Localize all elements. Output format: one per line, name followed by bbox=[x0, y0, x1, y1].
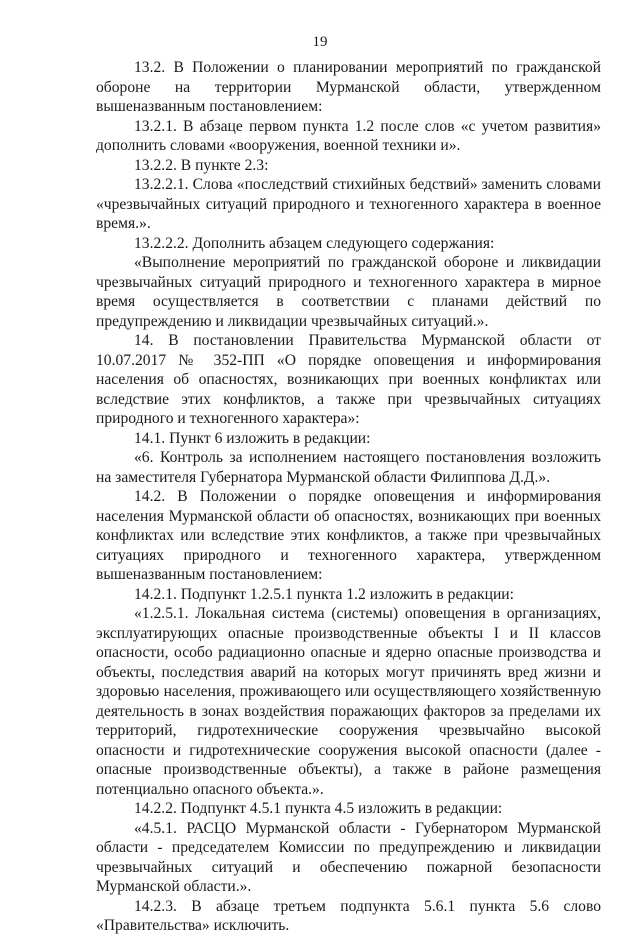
paragraph-14: 14. В постановлении Правительства Мурманской области от 10.07.2017 № 352-ПП «О порядке оповещения и информирования населения об опасностях, возникающих при военных конфликтах или вследствие этих конфликтов, а также при чрезвычайных ситуациях природного и техногенного характера»: bbox=[96, 332, 601, 427]
document-body bbox=[96, 58, 601, 936]
paragraph-13-2: 13.2. В Положении о планировании мероприятий по гражданской обороне на территории Мурманской области, утвержденном вышеназванным постановлением: bbox=[96, 59, 601, 115]
paragraph-14-1: 14.1. Пункт 6 изложить в редакции: bbox=[134, 429, 371, 447]
paragraph-quoted-4-5-1: «4.5.1. РАСЦО Мурманской области - Губернатором Мурманской области - председателем Комиссии по предупреждению и ликвидации чрезвычайных ситуаций и обеспечению пожарной безопасности Мурманской области.». bbox=[96, 819, 601, 895]
paragraph-13-2-1: 13.2.1. В абзаце первом пункта 1.2 после слов «с учетом развития» дополнить словами «вооружения, военной техники и». bbox=[96, 117, 601, 154]
paragraph-14-2: 14.2. В Положении о порядке оповещения и информирования населения Мурманской области об опасностях, возникающих при военных конфликтах или вследствие этих конфликтов, а также при чрезвычайных ситуациях природного и техногенного характера, утвержденном вышеназванным постановлением: bbox=[96, 488, 601, 583]
paragraph-13-2-2-2: 13.2.2.2. Дополнить абзацем следующего содержания: bbox=[134, 234, 495, 252]
paragraph-quoted-1-2-5-1: «1.2.5.1. Локальная система (системы) оповещения в организациях, эксплуатирующих опасные производственные объекты I и II классов опасности, особо радиационно опасные и ядерно опасные производства и объекты, последствия аварий на которых могут причинять вред жизни и здоровью населения, проживающего или осуществляющего хозяйственную деятельность в зонах воздействия поражающих факторов за пределами их территорий, гидротехнические сооружения чрезвычайно высокой опасности и гидротехнические сооружения высокой опасности (далее - опасные производственные объекты), а также в районе размещения потенциально опасного объекта.». bbox=[96, 605, 601, 798]
paragraph-quoted-item-6: «6. Контроль за исполнением настоящего постановления возложить на заместителя Губернатора Мурманской области Филиппова Д.Д.». bbox=[96, 449, 601, 486]
paragraph-14-2-2: 14.2.2. Подпункт 4.5.1 пункта 4.5 изложить в редакции: bbox=[134, 800, 503, 817]
page-number: 19 bbox=[312, 34, 328, 50]
paragraph-14-2-3: 14.2.3. В абзаце третьем подпункта 5.6.1 пункта 5.6 слово «Правительства» исключить. bbox=[96, 897, 601, 934]
paragraph-13-2-2: 13.2.2. В пункте 2.3: bbox=[134, 156, 269, 174]
paragraph-14-2-1: 14.2.1. Подпункт 1.2.5.1 пункта 1.2 изложить в редакции: bbox=[134, 585, 514, 603]
paragraph-quoted-addition: «Выполнение мероприятий по гражданской обороне и ликвидации чрезвычайных ситуаций природного и техногенного характера в мирное время осуществляется в соответствии с планами действий по предупреждению и ликвидации чрезвычайных ситуаций.». bbox=[96, 254, 601, 330]
paragraph-13-2-2-1: 13.2.2.1. Слова «последствий стихийных бедствий» заменить словами «чрезвычайных ситуаций природного и техногенного характера в военное время.». bbox=[96, 176, 601, 232]
